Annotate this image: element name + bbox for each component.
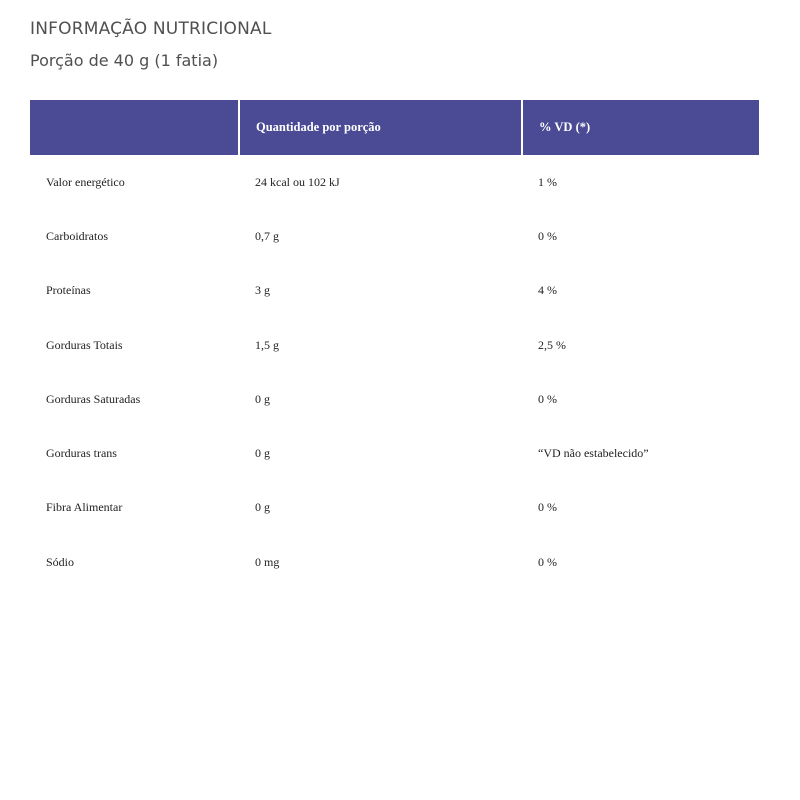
nutrient-daily-value: 1 % [538, 174, 557, 189]
nutrient-name: Gorduras Saturadas [46, 391, 141, 406]
column-header-daily-value: % VD (*) [522, 100, 759, 155]
page-header [30, 16, 272, 74]
nutrient-name: Gorduras trans [46, 446, 117, 461]
table-row [30, 318, 759, 372]
nutrient-daily-value: 0 % [538, 554, 557, 569]
nutrient-quantity: 1,5 g [255, 337, 279, 352]
table-row [30, 264, 759, 318]
nutrient-daily-value: 4 % [538, 283, 557, 298]
nutrient-quantity: 0 mg [255, 554, 280, 569]
nutrient-daily-value: 0 % [538, 228, 557, 243]
table-row [30, 155, 759, 209]
page-title: INFORMAÇÃO NUTRICIONAL [30, 19, 272, 39]
nutrient-name: Gorduras Totais [46, 337, 123, 352]
nutrient-name: Carboidratos [46, 228, 108, 243]
nutrient-name: Fibra Alimentar [46, 500, 123, 515]
serving-size: Porção de 40 g (1 fatia) [30, 51, 219, 70]
table-body [30, 155, 759, 589]
table-row [30, 426, 759, 480]
nutrition-table [30, 100, 759, 589]
nutrient-quantity: 0 g [255, 391, 270, 406]
nutrient-quantity: 24 kcal ou 102 kJ [255, 174, 340, 189]
nutrient-quantity: 0,7 g [255, 228, 279, 243]
table-row [30, 535, 759, 589]
nutrient-daily-value: 2,5 % [538, 337, 566, 352]
nutrient-name: Proteínas [46, 283, 91, 298]
nutrient-name: Valor energético [46, 174, 125, 189]
nutrient-quantity: 3 g [255, 283, 270, 298]
nutrient-daily-value: 0 % [538, 391, 557, 406]
nutrient-quantity: 0 g [255, 446, 270, 461]
table-header-row [30, 100, 759, 155]
table-row [30, 372, 759, 426]
table-row [30, 481, 759, 535]
column-header-nutrient [30, 100, 239, 155]
nutrient-daily-value: 0 % [538, 500, 557, 515]
table-row [30, 209, 759, 263]
nutrient-daily-value: “VD não estabelecido” [538, 446, 649, 461]
table-header [30, 100, 759, 155]
nutrient-quantity: 0 g [255, 500, 270, 515]
nutrient-name: Sódio [46, 554, 75, 569]
column-header-quantity: Quantidade por porção [239, 100, 522, 155]
